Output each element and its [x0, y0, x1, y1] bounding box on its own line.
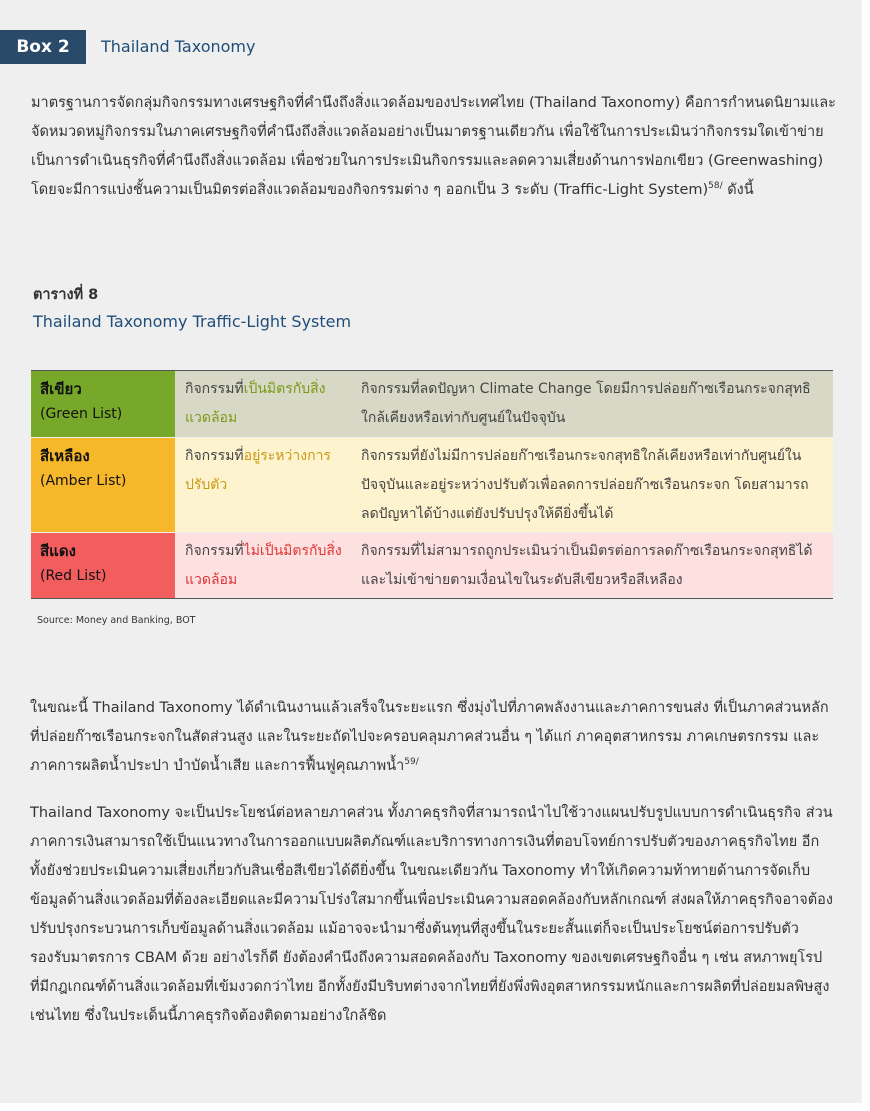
row-definition-cell [175, 371, 351, 437]
status-text: ในขณะนี้ Thailand Taxonomy ได้ดำเนินงานแล้วเสร็จในระยะแรก ซึ่งมุ่งไปที่ภาคพลังงานและภาคการขนส่ง ที่เป็นภาคส่วนหลักที่ปล่อยก๊าซเรือนกระจกในสัดส่วนสูง และในระยะถัดไปจะครอบคลุมภาคส่วนอื่น ๆ ได้แก่ ภาคอุตสาหกรรม ภาคเกษตรกรรม และภาคการผลิตน้ำประปา บำบัดน้ำเสีย และการฟื้นฟูคุณภาพน้ำ [30, 700, 829, 774]
table-row-amber [31, 438, 833, 532]
row-definition-highlight: เป็นมิตรกับสิ่งแวดล้อม [185, 381, 326, 426]
row-description: กิจกรรมที่ยังไม่มีการปล่อยก๊าซเรือนกระจกสุทธิใกล้เคียงหรือเท่ากับศูนย์ในปัจจุบันและอยู่ระหว่างปรับตัวเพื่อลดการปล่อยก๊าซเรือนกระจก โดยสามารถลดปัญหาได้บ้างแต่ยังปรับปรุงให้ดียิ่งขึ้นได้ [361, 448, 809, 522]
row-definition-cell [175, 533, 351, 598]
box-number-tag: Box 2 [0, 30, 86, 64]
row-name-th: สีเขียว [40, 380, 82, 398]
status-paragraph [30, 694, 835, 781]
row-name-th: สีเหลือง [40, 447, 90, 465]
row-definition-prefix: กิจกรรมที่ [185, 381, 244, 397]
row-name-cell [31, 438, 175, 532]
row-definition-highlight: ไม่เป็นมิตรกับสิ่งแวดล้อม [185, 543, 342, 588]
row-description: กิจกรรมที่ไม่สามารถถูกประเมินว่าเป็นมิตรต่อการลดก๊าซเรือนกระจกสุทธิได้และไม่เข้าข่ายตามเงื่อนไขในระดับสีเขียวหรือสีเหลือง [361, 543, 813, 588]
box-title: Thailand Taxonomy [101, 37, 256, 56]
table-bottom-rule [31, 598, 833, 599]
table-source: Source: Money and Banking, BOT [37, 615, 196, 626]
footnote-ref: 59/ [404, 757, 419, 768]
row-name-en: (Red List) [40, 568, 107, 584]
intro-text: มาตรฐานการจัดกลุ่มกิจกรรมทางเศรษฐกิจที่คำนึงถึงสิ่งแวดล้อมของประเทศไทย (Thailand Taxonomy) คือการกำหนดนิยามและจัดหมวดหมู่กิจกรรมในภาคเศรษฐกิจที่คำนึงถึงสิ่งแวดล้อมอย่างเป็นมาตรฐานเดียวกัน เพื่อใช้ในการประเมินว่ากิจกรรมใดเข้าข่ายเป็นการดำเนินธุรกิจที่คำนึงถึงสิ่งแวดล้อม เพื่อช่วยในการประเมินกิจกรรมและลดความเสี่ยงด้านการฟอกเขียว (Greenwashing) โดยจะมีการแบ่งชั้นความเป็นมิตรต่อสิ่งแวดล้อมของกิจกรรมต่าง ๆ ออกเป็น 3 ระดับ (Traffic-Light System) [31, 95, 836, 198]
table-row-green [31, 371, 833, 437]
row-name-cell [31, 371, 175, 437]
row-description: กิจกรรมที่ลดปัญหา Climate Change โดยมีการปล่อยก๊าซเรือนกระจกสุทธิใกล้เคียงหรือเท่ากับศูนย์ในปัจจุบัน [361, 381, 811, 426]
row-definition-prefix: กิจกรรมที่ [185, 448, 244, 464]
row-name-en: (Amber List) [40, 473, 127, 489]
row-name-en: (Green List) [40, 406, 123, 422]
row-definition-prefix: กิจกรรมที่ [185, 543, 244, 559]
row-name-th: สีแดง [40, 542, 76, 560]
row-definition-highlight: อยู่ระหว่างการปรับตัว [185, 448, 331, 493]
intro-paragraph [31, 89, 836, 205]
row-definition-cell [175, 438, 351, 532]
table-label: ตารางที่ 8 [33, 287, 99, 303]
row-name-cell [31, 533, 175, 598]
benefits-paragraph: Thailand Taxonomy จะเป็นประโยชน์ต่อหลายภาคส่วน ทั้งภาคธุรกิจที่สามารถนำไปใช้วางแผนปรับรูปแบบการดำเนินธุรกิจ ส่วนภาคการเงินสามารถใช้เป็นแนวทางในการออกแบบผลิตภัณฑ์และบริการทางการเงินที่ตอบโจทย์การปรับตัวของภาคธุรกิจไทย อีกทั้งยังช่วยประเมินความเสี่ยงเกี่ยวกับสินเชื่อสีเขียวได้ดียิ่งขึ้น ในขณะเดียวกัน Taxonomy ทำให้เกิดความท้าทายด้านการจัดเก็บข้อมูลด้านสิ่งแวดล้อมที่ต้องละเอียดและมีความโปร่งใสมากขึ้นเพื่อประเมินความสอดคล้องกับหลักเกณฑ์ ส่งผลให้ภาคธุรกิจอาจต้องปรับปรุงกระบวนการเก็บข้อมูลด้านสิ่งแวดล้อม แม้อาจจะนำมาซึ่งต้นทุนที่สูงขึ้นในระยะสั้นแต่ก็จะเป็นประโยชน์ต่อการปรับตัวรองรับมาตรการ CBAM ด้วย อย่างไรก็ดี ยังต้องคำนึงถึงความสอดคล้องกับ Taxonomy ของเขตเศรษฐกิจอื่น ๆ เช่น สหภาพยุโรป ที่มีกฎเกณฑ์ด้านสิ่งแวดล้อมที่เข้มงวดกว่าไทย อีกทั้งยังมีบริบทต่างจากไทยที่ยังพึ่งพิงอุตสาหกรรมหนักและการผลิตที่ปล่อยมลพิษสูงเช่นไทย ซึ่งในประเด็นนี้ภาคธุรกิจต้องติดตามอย่างใกล้ชิด [30, 805, 833, 1024]
intro-tail: ดังนี้ [722, 182, 754, 198]
footnote-ref: 58/ [708, 181, 723, 192]
table-row-red [31, 533, 833, 598]
table-title: Thailand Taxonomy Traffic-Light System [33, 312, 352, 331]
